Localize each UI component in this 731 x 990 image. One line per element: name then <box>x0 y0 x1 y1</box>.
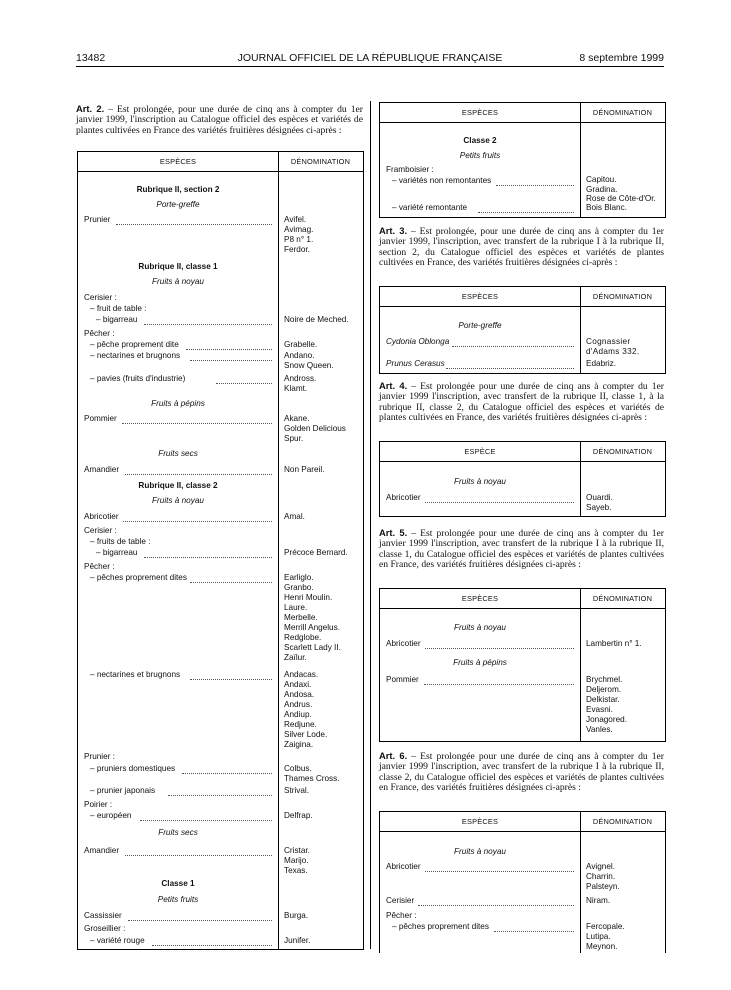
dot-leader <box>425 496 574 503</box>
variety-name: Avifel. <box>284 215 307 224</box>
table-1-column-divider <box>278 152 279 949</box>
species-label: Poirier : <box>84 800 113 809</box>
article-3-label: Art. 3. <box>379 225 408 236</box>
section-heading: Petits fruits <box>459 151 501 160</box>
species-label: Abricotier <box>386 862 421 871</box>
table-3-header-denomination: DÉNOMINATION <box>580 287 665 307</box>
dot-leader <box>452 340 574 347</box>
dot-leader <box>478 206 574 213</box>
header-rule <box>76 66 664 67</box>
species-label: – pêches proprement dites <box>90 573 187 582</box>
species-label: Abricotier <box>386 639 421 648</box>
variety-name: Akane. <box>284 414 310 423</box>
variety-name: Junifer. <box>284 936 311 945</box>
journal-title: JOURNAL OFFICIEL DE LA RÉPUBLIQUE FRANÇAISE <box>237 52 503 64</box>
section-heading: Classe 1 <box>161 879 195 888</box>
article-5-label: Art. 5. <box>379 527 408 538</box>
variety-name: Scarlett Lady II. <box>284 643 341 652</box>
species-label: Prunus Cerasus <box>386 359 445 368</box>
species-label: Pêcher : <box>386 911 417 920</box>
table-4-column-divider <box>580 442 581 516</box>
article-6 <box>379 751 664 794</box>
dot-leader <box>424 678 574 685</box>
article-4-label: Art. 4. <box>379 380 408 391</box>
variety-name: Charrin. <box>586 872 616 881</box>
variety-name: Strival. <box>284 786 310 795</box>
species-label: – européen <box>90 811 132 820</box>
variety-name: Burga. <box>284 911 309 920</box>
section-heading: Fruits à pépins <box>151 399 205 408</box>
variety-name: Merrill Angelus. <box>284 623 340 632</box>
section-heading: Fruits à noyau <box>152 277 204 286</box>
section-heading: Rubrique II, classe 1 <box>138 262 218 271</box>
variety-name: Jonagored. <box>586 715 627 724</box>
dot-leader <box>216 377 272 384</box>
species-label: – fruit de table : <box>90 304 147 313</box>
dot-leader <box>122 417 272 424</box>
publication-date: 8 septembre 1999 <box>579 52 664 64</box>
dot-leader <box>190 576 272 583</box>
dot-leader <box>190 354 272 361</box>
variety-name: Merbelle. <box>284 613 318 622</box>
variety-name: P8 n° 1. <box>284 235 314 244</box>
dot-leader <box>168 789 272 796</box>
species-label: – pavies (fruits d'industrie) <box>90 374 186 383</box>
variety-name: Thames Cross. <box>284 774 340 783</box>
species-label: Abricotier <box>386 493 421 502</box>
variety-name: Brychmel. <box>586 675 623 684</box>
dot-leader <box>123 515 272 522</box>
dot-leader <box>425 865 574 872</box>
table-2-column-divider <box>580 103 581 217</box>
species-label: – pêche proprement dite <box>90 340 179 349</box>
dot-leader <box>186 343 272 350</box>
variety-name: Marijo. <box>284 856 309 865</box>
article-2-text: – Est prolongée, pour une durée de cinq ans à compter du 1er janvier 1999, l'inscription au Catalogue officiel des espèces et variétés de plantes cultivées en France des variétés fruitières désignées ci-après : <box>76 104 363 136</box>
species-label: Abricotier <box>84 512 119 521</box>
variety-name: Noire de Meched. <box>284 315 349 324</box>
species-label: Pêcher : <box>84 562 115 571</box>
dot-leader <box>116 218 272 225</box>
table-1 <box>77 151 364 950</box>
article-4-text: – Est prolongée pour une durée de cinq ans à compter du 1er janvier 1999 l'inscription, avec transfert de la rubrique II, classe 1, à la rubrique II, classe 2, du Catalogue officiel des espèces et variétés de plantes cultivées en France, des variétés fruitières désignées ci-après : <box>379 381 664 424</box>
section-heading: Fruits à noyau <box>454 847 506 856</box>
dot-leader <box>418 899 574 906</box>
variety-name: Andano. <box>284 351 315 360</box>
species-label: Prunier : <box>84 752 115 761</box>
species-label: Pommier <box>84 414 117 423</box>
variety-name: Avimag. <box>284 225 314 234</box>
variety-name: Andosa. <box>284 690 315 699</box>
dot-leader <box>140 814 272 821</box>
species-label: – pruniers domestiques <box>90 764 176 773</box>
variety-name: Texas. <box>284 866 308 875</box>
section-heading: Fruits secs <box>158 828 198 837</box>
variety-name: Delkistar. <box>586 695 620 704</box>
variety-name: Redglobe. <box>284 633 322 642</box>
variety-name: Rose de Côte-d'Or. <box>586 194 656 203</box>
dot-leader <box>182 767 272 774</box>
variety-name: Sayeb. <box>586 503 612 512</box>
dot-leader <box>190 673 272 680</box>
dot-leader <box>494 925 574 932</box>
variety-name: Evasni. <box>586 705 613 714</box>
dot-leader <box>496 179 574 186</box>
article-5 <box>379 528 664 571</box>
table-3-column-divider <box>580 287 581 373</box>
section-heading: Fruits à pépins <box>453 658 507 667</box>
species-label: Pommier <box>386 675 419 684</box>
dot-leader <box>125 849 272 856</box>
variety-name: Vanles. <box>586 725 613 734</box>
variety-name: Fercopale. <box>586 922 625 931</box>
variety-name: Redjune. <box>284 720 317 729</box>
table-3-header-especes: ESPÈCES <box>380 287 580 307</box>
section-heading: Classe 2 <box>463 136 497 145</box>
variety-name: Zaigina. <box>284 740 314 749</box>
species-label: – prunier japonais <box>90 786 156 795</box>
section-heading: Fruits à noyau <box>454 477 506 486</box>
species-label: Amandier <box>84 465 120 474</box>
dot-leader <box>446 362 574 369</box>
species-label: Cerisier : <box>84 526 117 535</box>
section-heading: Rubrique II, classe 2 <box>138 481 218 490</box>
variety-name: Capitou. <box>586 175 617 184</box>
page-number: 13482 <box>76 52 106 64</box>
species-label: – bigarreau <box>96 548 138 557</box>
variety-name: Cristar. <box>284 846 310 855</box>
variety-name: Snow Queen. <box>284 361 334 370</box>
variety-name: Gradina. <box>586 185 618 194</box>
species-label: Cydonia Oblonga <box>386 337 450 346</box>
variety-name: Ferdor. <box>284 245 310 254</box>
table-6-column-divider <box>580 812 581 953</box>
variety-name: Earliglo. <box>284 573 314 582</box>
dot-leader <box>125 468 272 475</box>
article-6-text: – Est prolongée pour une durée de cinq ans à compter du 1er janvier 1999 l'inscription, avec transfert de la rubrique I à la rubrique II, classe 2, du Catalogue officiel des espèces et variétés de plantes cultivées en France, des variétés fruitières désignées ci-après : <box>379 751 664 794</box>
variety-name: Granbo. <box>284 583 314 592</box>
variety-name: Précoce Bernard. <box>284 548 348 557</box>
table-1-header-especes: ESPÈCES <box>78 152 278 172</box>
variety-name: Palsteyn. <box>586 882 620 891</box>
table-6 <box>379 811 666 953</box>
species-label: – fruits de table : <box>90 537 151 546</box>
variety-name: Grabelle. <box>284 340 318 349</box>
variety-name: Bois Blanc. <box>586 203 627 212</box>
species-label: Pêcher : <box>84 329 115 338</box>
species-label: – variétés non remontantes <box>392 176 492 185</box>
dot-leader <box>152 939 272 946</box>
variety-name: Golden Delicious Spur. <box>284 424 346 444</box>
table-4 <box>379 441 666 517</box>
table-2-header-denomination: DÉNOMINATION <box>580 103 665 123</box>
variety-name: Andacas. <box>284 670 319 679</box>
species-label: Amandier <box>84 846 120 855</box>
article-3-text: – Est prolongée, pour une durée de cinq ans à compter du 1er janvier 1999, l'inscription, avec transfert de la rubrique I à la rubrique II, section 2, du Catalogue officiel des espèces et variétés de plantes cultivées en France, des variétés fruitières désignées ci-après : <box>379 226 664 269</box>
variety-name: Edabriz. <box>586 359 617 368</box>
variety-name: Henri Moulin. <box>284 593 333 602</box>
article-4 <box>379 381 664 424</box>
table-1-header-denomination: DÉNOMINATION <box>278 152 363 172</box>
variety-name: Andaxi. <box>284 680 312 689</box>
species-label: Framboisier : <box>386 165 434 174</box>
section-heading: Porte-greffe <box>458 321 502 330</box>
article-3 <box>379 226 664 269</box>
section-heading: Rubrique II, section 2 <box>136 185 220 194</box>
variety-name: Amal. <box>284 512 305 521</box>
variety-name: Colbus. <box>284 764 312 773</box>
table-5-column-divider <box>580 589 581 741</box>
section-heading: Fruits à noyau <box>454 623 506 632</box>
variety-name: Non Pareil. <box>284 465 325 474</box>
section-heading: Fruits à noyau <box>152 496 204 505</box>
dot-leader <box>144 551 272 558</box>
table-2-header-especes: ESPÈCES <box>380 103 580 123</box>
section-heading: Petits fruits <box>157 895 199 904</box>
variety-name: Cognassier d'Adams 332. <box>586 337 640 357</box>
table-6-header-denomination: DÉNOMINATION <box>580 812 665 832</box>
section-heading: Fruits secs <box>158 449 198 458</box>
species-label: Cassissier <box>84 911 122 920</box>
variety-name: Andrus. <box>284 700 313 709</box>
table-6-header-especes: ESPÈCES <box>380 812 580 832</box>
dot-leader <box>128 914 272 921</box>
species-label: – bigarreau <box>96 315 138 324</box>
variety-name: Silver Lode. <box>284 730 328 739</box>
species-label: – nectarines et brugnons <box>90 351 181 360</box>
article-2-label: Art. 2. <box>76 103 105 114</box>
variety-name: Zaïlur. <box>284 653 307 662</box>
table-2 <box>379 102 666 218</box>
variety-name: Lutipa. <box>586 932 611 941</box>
table-3 <box>379 286 666 374</box>
variety-name: Andiup. <box>284 710 312 719</box>
table-4-header-espece: ESPÈCE <box>380 442 580 462</box>
species-label: Prunier <box>84 215 111 224</box>
variety-name: Andross. <box>284 374 317 383</box>
species-label: – variété remontante <box>392 203 468 212</box>
variety-name: Klamt. <box>284 384 308 393</box>
dot-leader <box>144 318 272 325</box>
species-label: Groseillier : <box>84 924 126 933</box>
dot-leader <box>425 642 574 649</box>
variety-name: Ouardi. <box>586 493 613 502</box>
species-label: Cerisier : <box>84 293 117 302</box>
article-2 <box>76 104 363 136</box>
table-4-header-denomination: DÉNOMINATION <box>580 442 665 462</box>
variety-name: Lambertin n° 1. <box>586 639 642 648</box>
article-6-label: Art. 6. <box>379 750 408 761</box>
article-5-text: – Est prolongée pour une durée de cinq ans à compter du 1er janvier 1999 l'inscription, avec transfert de la rubrique I à la rubrique II, classe 1, du Catalogue officiel des espèces et variétés de plantes cultivées en France, des variétés fruitières désignées ci-après : <box>379 528 664 571</box>
species-label: – variété rouge <box>90 936 145 945</box>
variety-name: Avignel. <box>586 862 615 871</box>
variety-name: Delfrap. <box>284 811 313 820</box>
variety-name: Deljerom. <box>586 685 622 694</box>
species-label: – pêches proprement dites <box>392 922 489 931</box>
species-label: – nectarines et brugnons <box>90 670 181 679</box>
table-5-header-especes: ESPÈCES <box>380 589 580 609</box>
variety-name: Meynon. <box>586 942 618 951</box>
column-separator <box>370 101 371 949</box>
variety-name: Niram. <box>586 896 611 905</box>
table-5-header-denomination: DÉNOMINATION <box>580 589 665 609</box>
species-label: Cerisier <box>386 896 415 905</box>
table-5 <box>379 588 666 742</box>
variety-name: Laure. <box>284 603 308 612</box>
section-heading: Porte-greffe <box>156 200 200 209</box>
